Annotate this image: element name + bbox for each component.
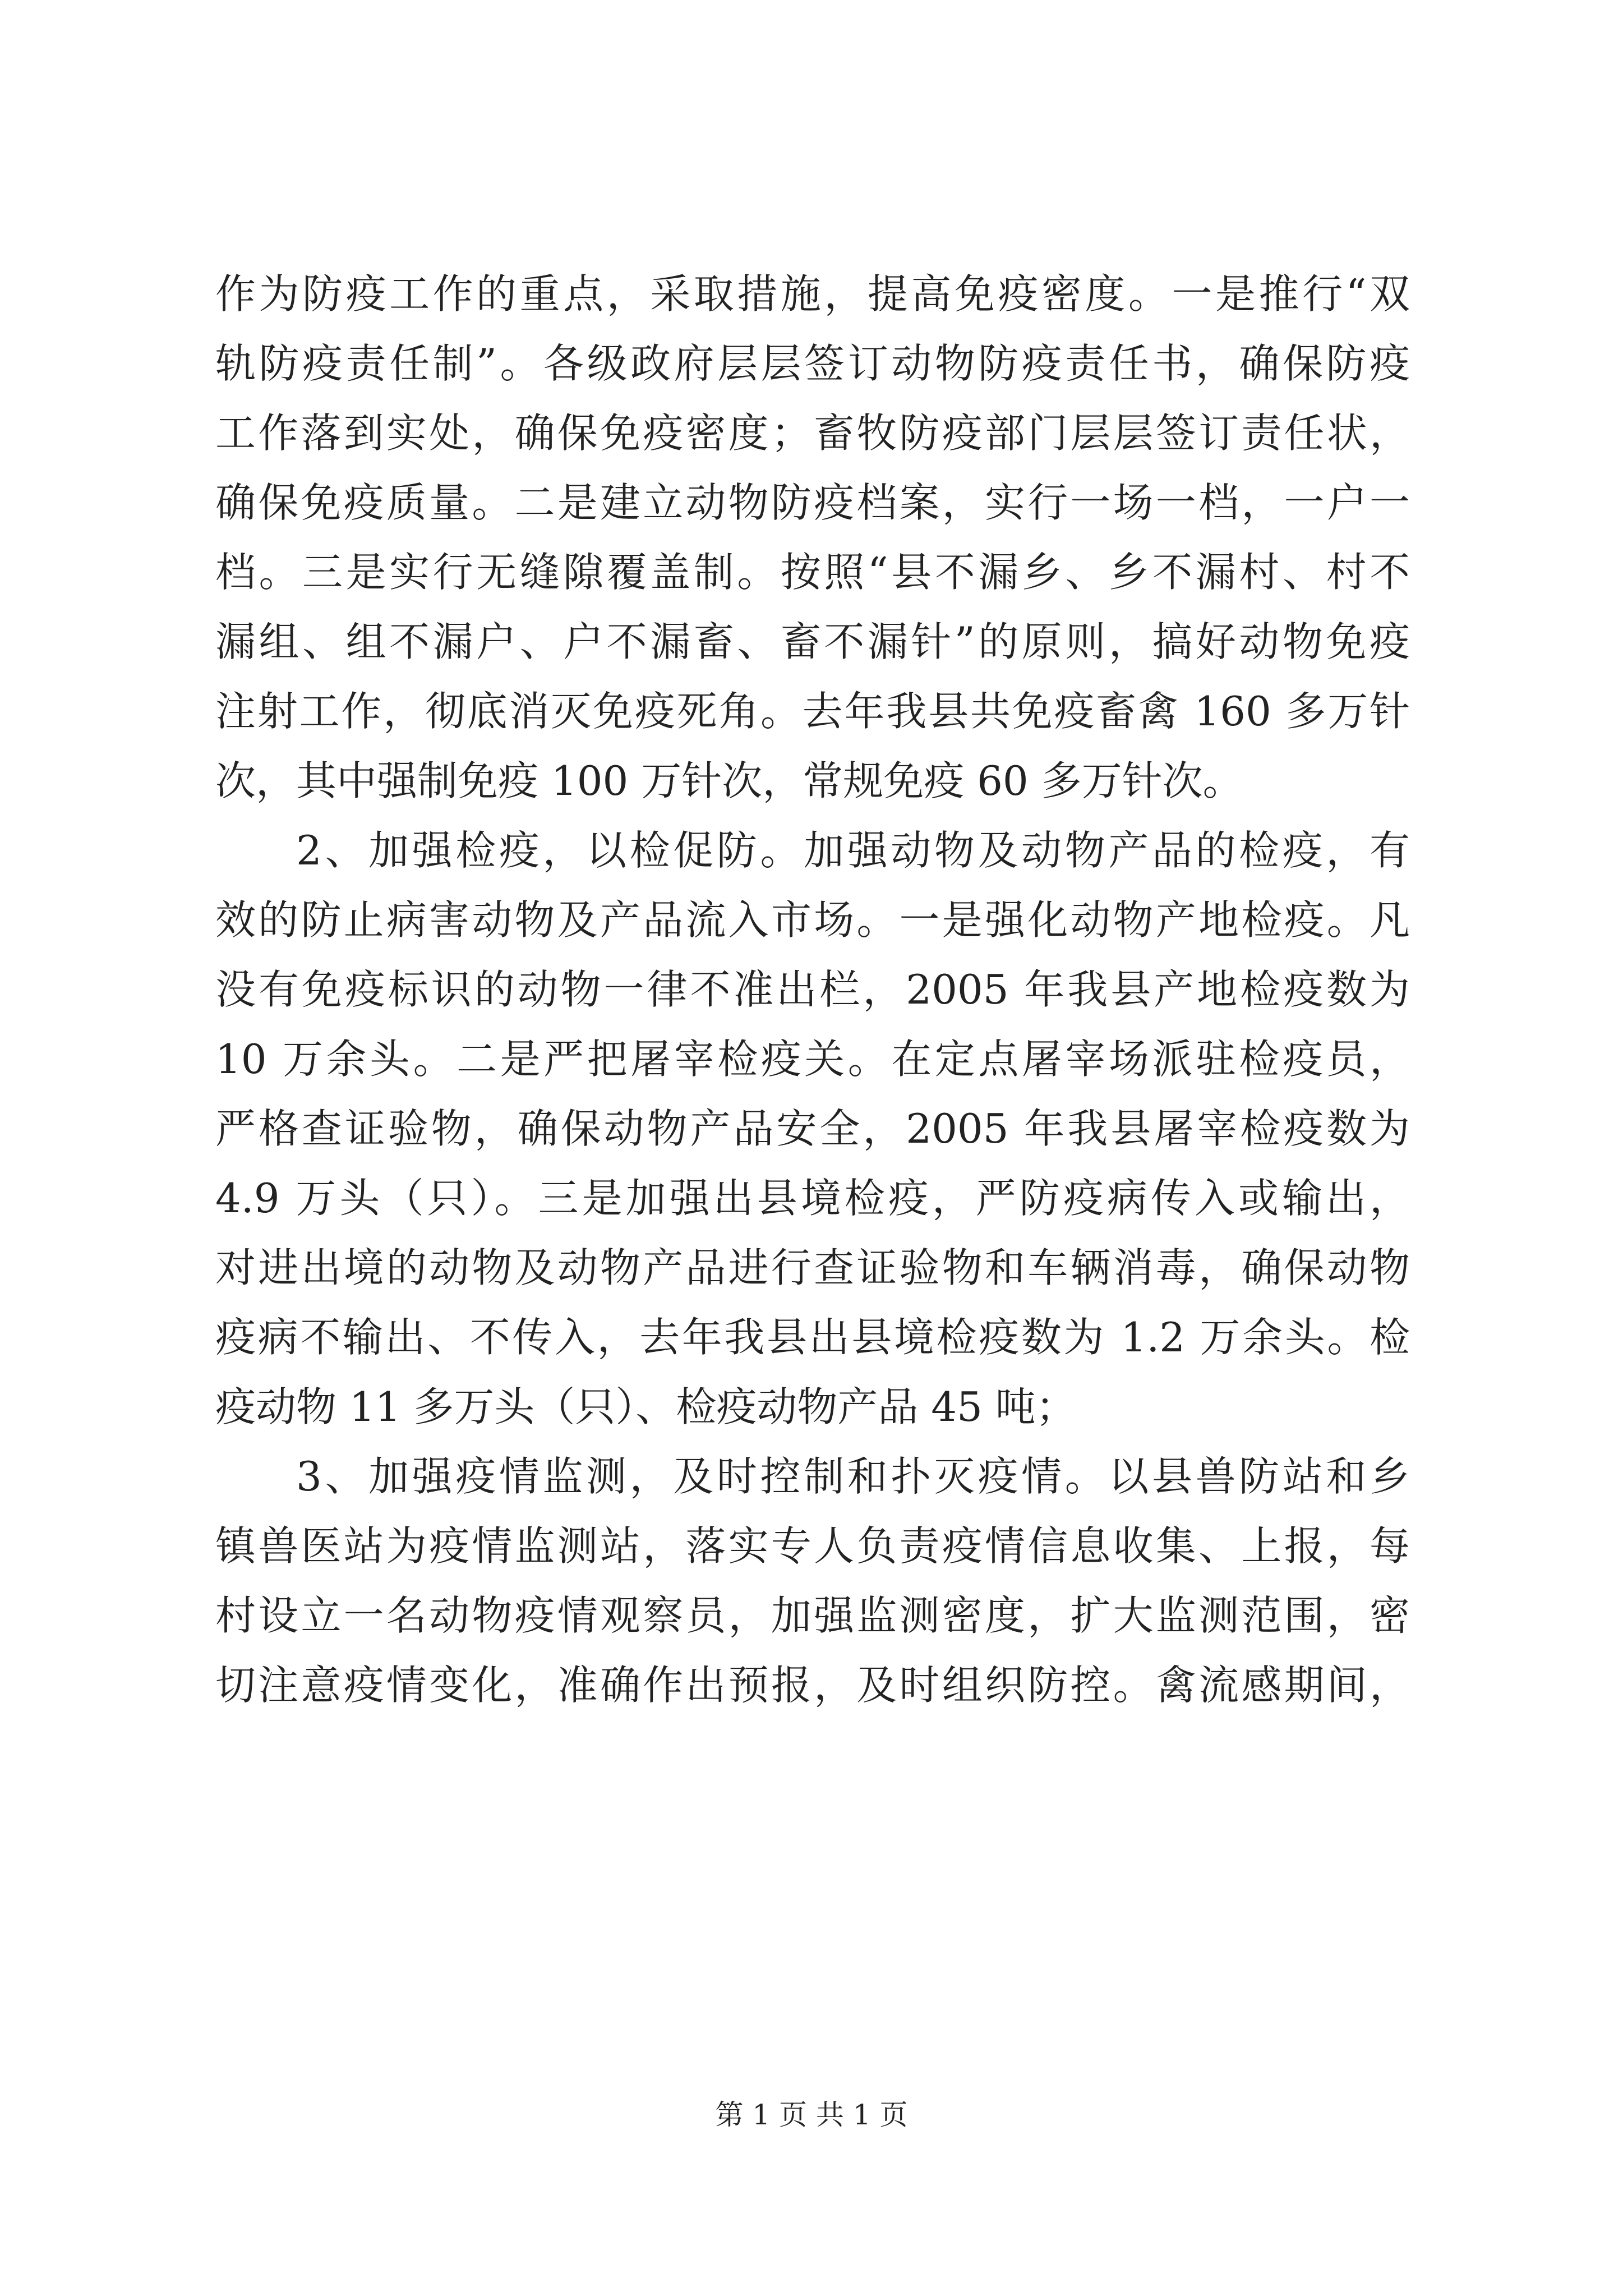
body-text xyxy=(215,259,1410,1720)
text-line: 注射工作，彻底消灭免疫死角。去年我县共免疫畜禽 160 多万针 xyxy=(215,688,1410,735)
text-line: 漏组、组不漏户、户不漏畜、畜不漏针”的原则，搞好动物免疫 xyxy=(215,618,1410,665)
text-line: 没有免疫标识的动物一律不准出栏，2005 年我县产地检疫数为 xyxy=(215,966,1410,1013)
text-line: 4.9 万头（只）。三是加强出县境检疫，严防疫病传入或输出， xyxy=(215,1175,1410,1222)
text-line: 疫病不输出、不传入，去年我县出县境检疫数为 1.2 万余头。检 xyxy=(215,1314,1410,1361)
text-line: 切注意疫情变化，准确作出预报，及时组织防控。禽流感期间， xyxy=(215,1662,1410,1709)
text-line: 2、加强检疫，以检促防。加强动物及动物产品的检疫，有 xyxy=(296,827,1410,874)
text-line: 疫动物 11 多万头（只）、检疫动物产品 45 吨； xyxy=(215,1383,1076,1430)
text-line: 镇兽医站为疫情监测站，落实专人负责疫情信息收集、上报，每 xyxy=(215,1522,1410,1570)
text-line: 作为防疫工作的重点，采取措施，提高免疫密度。一是推行“双 xyxy=(215,270,1410,318)
text-line: 确保免疫质量。二是建立动物防疫档案，实行一场一档，一户一 xyxy=(215,479,1410,526)
text-line: 效的防止病害动物及产品流入市场。一是强化动物产地检疫。凡 xyxy=(215,896,1410,944)
text-line: 严格查证验物，确保动物产品安全，2005 年我县屠宰检疫数为 xyxy=(215,1105,1410,1152)
page-number-label: 第 1 页 共 1 页 xyxy=(715,2099,908,2131)
text-line: 10 万余头。二是严把屠宰检疫关。在定点屠宰场派驻检疫员， xyxy=(215,1036,1410,1083)
text-line: 轨防疫责任制”。各级政府层层签订动物防疫责任书，确保防疫 xyxy=(215,340,1410,387)
text-line: 档。三是实行无缝隙覆盖制。按照“县不漏乡、乡不漏村、村不 xyxy=(215,549,1410,596)
page-footer xyxy=(0,2098,1623,2132)
text-line: 对进出境的动物及动物产品进行查证验物和车辆消毒，确保动物 xyxy=(215,1244,1410,1291)
text-line: 3、加强疫情监测，及时控制和扑灭疫情。以县兽防站和乡 xyxy=(296,1453,1410,1500)
text-line: 村设立一名动物疫情观察员，加强监测密度，扩大监测范围，密 xyxy=(215,1592,1410,1639)
text-line: 次，其中强制免疫 100 万针次，常规免疫 60 多万针次。 xyxy=(215,757,1243,804)
text-line: 工作落到实处，确保免疫密度；畜牧防疫部门层层签订责任状， xyxy=(215,409,1410,457)
